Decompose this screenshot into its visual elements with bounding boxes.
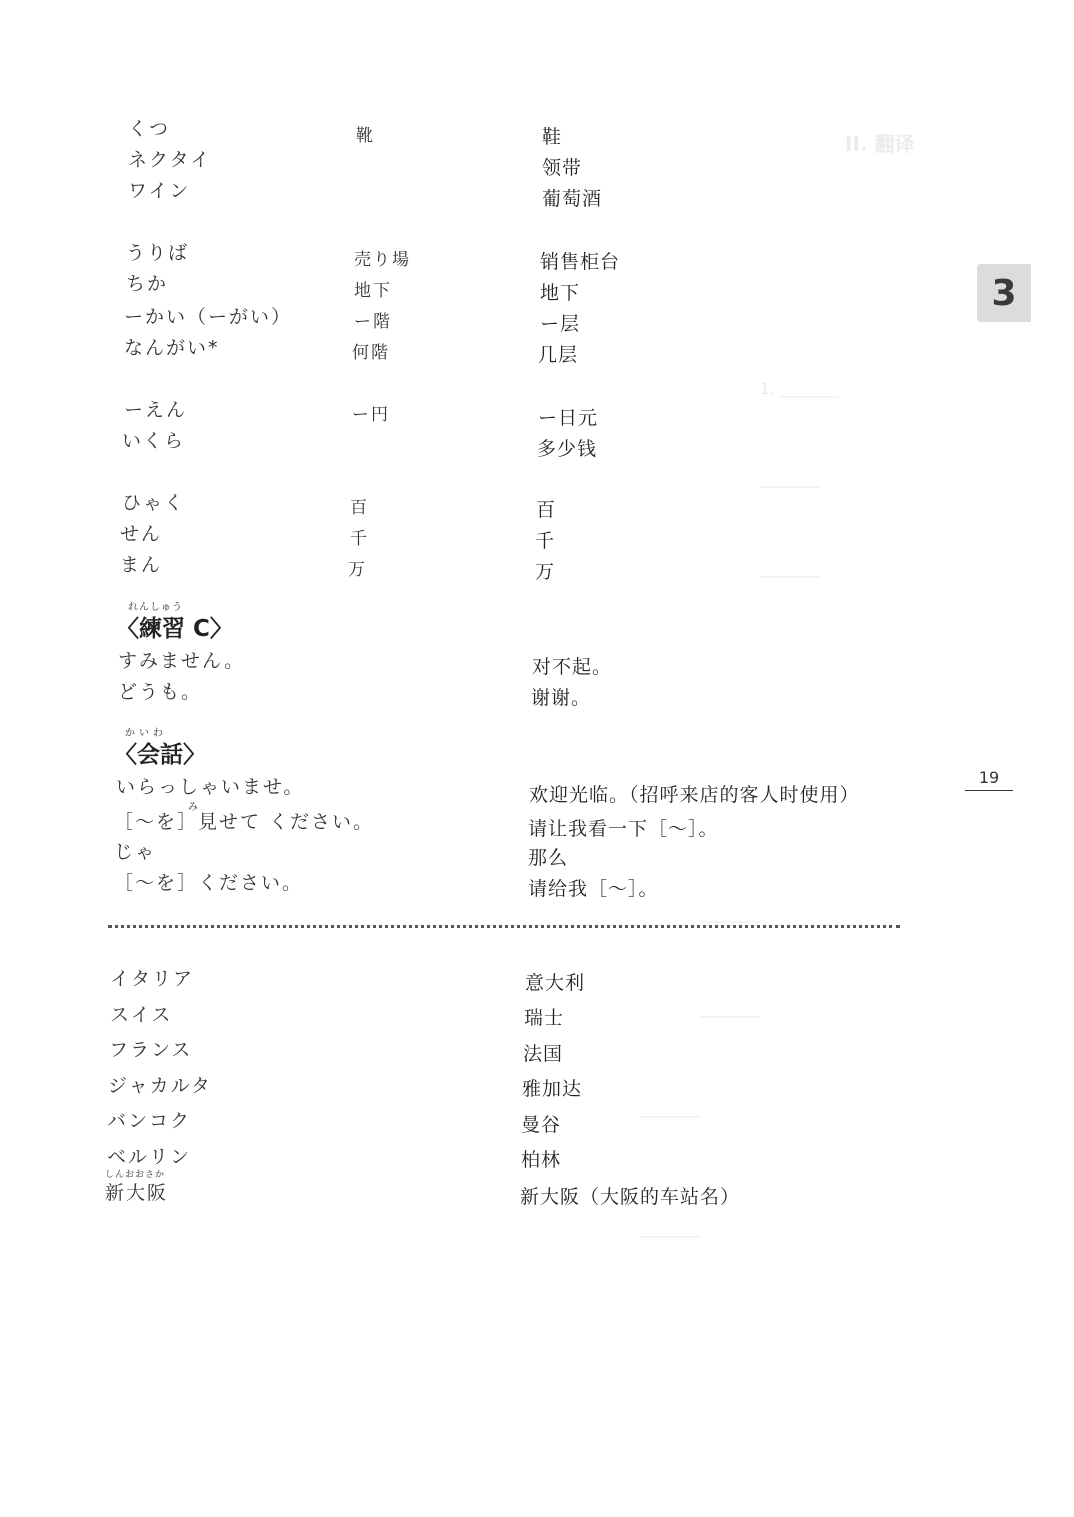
chapter-tab: 3 — [977, 264, 1031, 322]
vocab-kana: ひゃく — [122, 492, 186, 514]
place-chinese: 瑞士 — [524, 1007, 565, 1029]
bleed-through-text: II. 翻译 — [845, 132, 915, 156]
bleed-through-text: ________ — [700, 905, 760, 923]
vocab-chinese: ー日元 — [538, 407, 599, 429]
vocab-kana: ネクタイ — [128, 149, 212, 171]
vocab-kanji: 百 — [350, 498, 369, 518]
vocab-chinese: 万 — [535, 561, 556, 583]
place-japanese: 新大阪 — [105, 1182, 169, 1204]
bleed-through-text: ________ — [640, 1100, 700, 1118]
vocab-kanji: ー階 — [354, 312, 392, 332]
vocab-kana: うりば — [126, 242, 190, 264]
phrase-chinese: 那么 — [528, 847, 569, 869]
page-number: 19 — [978, 768, 1000, 787]
phrase-japanese: いらっしゃいませ。 — [116, 776, 305, 798]
vocab-kana: ちか — [126, 273, 169, 295]
bleed-through-text: ________ — [760, 470, 820, 488]
shin-osaka-ruby: しんおおさか — [105, 1170, 166, 1180]
bleed-through-text: ________ — [700, 1000, 760, 1018]
page-number-rule — [965, 790, 1013, 791]
phrase-japanese: じゃ — [114, 841, 157, 863]
vocab-kana: ワイン — [128, 180, 191, 202]
practice-heading: 〈練習 C〉 — [116, 616, 233, 642]
mise-ruby: み — [188, 802, 199, 813]
conversation-heading-ruby: かいわ — [125, 728, 167, 739]
place-chinese: 新大阪（大阪的车站名） — [520, 1186, 741, 1208]
place-chinese: 雅加达 — [522, 1078, 583, 1100]
vocab-kanji: 靴 — [356, 126, 375, 146]
vocab-kanji: 千 — [350, 529, 369, 549]
vocab-kanji: ー円 — [352, 405, 390, 425]
practice-heading-ruby: れんしゅう — [128, 602, 183, 613]
vocab-chinese: 领带 — [542, 157, 583, 179]
place-chinese: 柏林 — [521, 1149, 562, 1171]
vocab-kana: まん — [120, 554, 163, 576]
phrase-chinese: 对不起。 — [532, 656, 613, 678]
vocab-kana: ーかい（ーがい） — [124, 306, 293, 328]
phrase-japanese: ［〜を］ください。 — [114, 872, 304, 894]
vocab-chinese: 千 — [535, 530, 556, 552]
place-japanese: ベルリン — [107, 1146, 192, 1168]
bleed-through-text: 1. ________ — [760, 380, 840, 398]
vocab-chinese: ー层 — [540, 313, 581, 335]
place-japanese: イタリア — [110, 968, 195, 990]
place-chinese: 曼谷 — [521, 1114, 562, 1136]
vocab-kanji: 万 — [348, 560, 367, 580]
phrase-chinese: 请给我［〜］。 — [528, 878, 659, 900]
vocab-kana: くつ — [128, 118, 171, 140]
phrase-japanese: ［〜を］見せて ください。 — [114, 811, 375, 833]
conversation-heading: 〈会話〉 — [114, 742, 206, 768]
vocab-chinese: 百 — [536, 499, 557, 521]
vocab-chinese: 销售柜台 — [540, 251, 621, 273]
bleed-through-text: ________ — [640, 1220, 700, 1238]
place-japanese: フランス — [109, 1039, 193, 1061]
vocab-chinese: 鞋 — [542, 126, 563, 148]
vocab-chinese: 地下 — [540, 282, 581, 304]
phrase-chinese: 请让我看一下［〜］。 — [528, 818, 719, 840]
dotted-divider — [108, 925, 900, 928]
phrase-chinese: 谢谢。 — [531, 687, 592, 709]
vocab-kana: なんがい* — [124, 337, 220, 359]
vocab-chinese: 几层 — [538, 344, 579, 366]
phrase-japanese: すみません。 — [118, 650, 246, 672]
vocab-kana: せん — [120, 523, 163, 545]
place-japanese: ジャカルタ — [108, 1075, 212, 1097]
vocab-chinese: 多少钱 — [537, 438, 598, 460]
place-chinese: 法国 — [523, 1043, 564, 1065]
vocab-chinese: 葡萄酒 — [542, 188, 603, 210]
place-japanese: スイス — [110, 1004, 173, 1026]
vocab-kana: ーえん — [124, 399, 188, 421]
phrase-chinese: 欢迎光临。（招呼来店的客人时使用） — [529, 784, 860, 806]
vocab-kanji: 何階 — [352, 343, 390, 363]
place-japanese: バンコク — [107, 1110, 192, 1132]
place-chinese: 意大利 — [525, 972, 586, 994]
vocab-kanji: 地下 — [354, 281, 392, 301]
vocab-kanji: 売り場 — [354, 250, 411, 270]
phrase-japanese: どうも。 — [118, 681, 203, 703]
vocab-kana: いくら — [122, 430, 186, 452]
bleed-through-text: ________ — [760, 560, 820, 578]
